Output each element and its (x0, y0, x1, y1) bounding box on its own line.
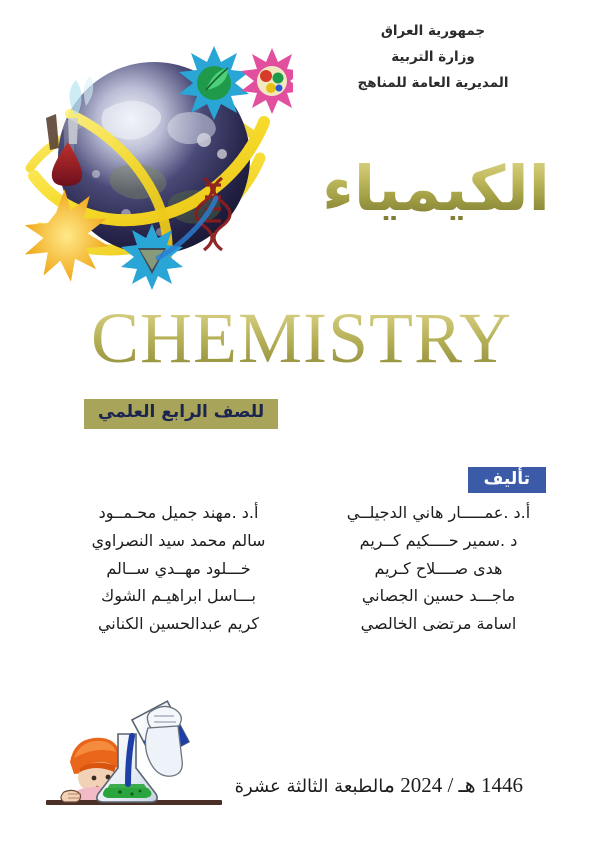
author-name: خـــلود مهــدي ســالم (106, 558, 251, 578)
authors-heading-banner: تأليف (468, 467, 546, 493)
english-title: CHEMISTRY (0, 302, 603, 374)
author-name: كريم عبدالحسين الكناني (97, 614, 260, 634)
author-row (56, 559, 556, 580)
author-row (56, 614, 556, 635)
author-row (56, 503, 556, 524)
author-row (56, 586, 556, 607)
globe-science-illustration (8, 18, 293, 303)
author-name: اسامة مرتضى الخالصي (360, 614, 517, 634)
authors-list (56, 503, 556, 642)
edition-line (235, 772, 537, 799)
hand-icon (145, 706, 182, 776)
ministry-header (283, 24, 583, 91)
arabic-title: الكيمياء (291, 158, 581, 220)
ministry-line-ministry: وزارة التربية (391, 49, 475, 66)
author-name: ماجـــد حسين الجصاني (361, 586, 516, 606)
author-name: أ.د .عمـــــار هاني الدجيلــي (346, 503, 531, 522)
author-name: أ.د .مهند جميل محـمــود (98, 503, 259, 522)
author-name: بـــاسل ابراهيـم الشوك (101, 586, 256, 606)
author-name: هدى صــــلاح كـريم (374, 558, 503, 578)
ministry-line-directorate: المديرية العامة للمناهج (357, 75, 509, 92)
author-name: سالم محمد سيد النصراوي (91, 530, 266, 550)
author-row (56, 531, 556, 552)
lab-kid-illustration (44, 692, 224, 832)
edition-year: 1446 هـ / 2024 م (383, 773, 523, 797)
author-name: د .سمير حــــكيم كــريم (359, 530, 518, 550)
ministry-line-country: جمهورية العراق (380, 23, 486, 39)
edition-label: الطبعة الثالثة عشرة (234, 776, 384, 797)
grade-level-banner: للصف الرابع العلمي (84, 399, 278, 429)
